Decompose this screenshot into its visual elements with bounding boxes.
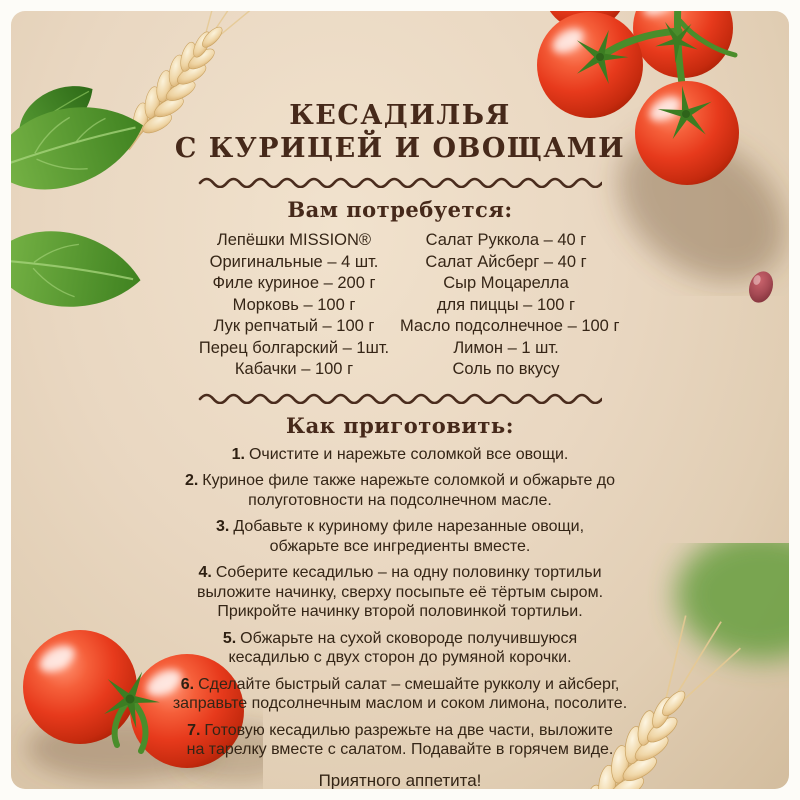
step-text: Сделайте быстрый салат – смешайте рукколу и айсберг, заправьте подсолнечным маслом и соком лимона, посолите. — [172, 675, 628, 712]
wavy-divider — [198, 392, 602, 404]
step-item — [174, 563, 626, 622]
ingredient-item: Перец болгарский – 1шт. — [198, 338, 390, 357]
ingredient-item: Кабачки – 100 г — [234, 360, 354, 378]
ingredients-heading: Вам потребуется: — [287, 197, 513, 222]
ingredient-item: Соль по вкусу — [452, 360, 560, 378]
ingredient-item: Салат Руккола – 40 г — [425, 231, 587, 249]
step-text: Готовую кесадилью разрежьте на две части, выложите на тарелку вместе с салатом. Подавайте в горячем виде. — [186, 721, 614, 758]
recipe-card — [11, 11, 789, 789]
ingredient-item: Лепёшки MISSION® Оригинальные – 4 шт. — [209, 231, 379, 271]
step-text: Обжарьте на сухой сковороде получившуюся кесадилью с двух сторон до румяной корочки. — [228, 629, 578, 666]
step-item — [185, 629, 615, 668]
ingredient-item: Лимон – 1 шт. — [453, 338, 559, 357]
step-number: 7. — [187, 721, 201, 739]
step-text: Соберите кесадилью – на одну половинку тортильи выложите начинку, сверху посыпьте её тёртым сыром. Прикройте начинку второй половинкой тортильи. — [196, 564, 604, 620]
steps-heading: Как приготовить: — [286, 412, 514, 438]
step-item — [174, 471, 626, 510]
step-item — [140, 445, 660, 465]
step-number: 6. — [180, 675, 195, 693]
step-number: 1. — [231, 445, 245, 463]
step-text: Очистите и нарежьте соломкой все овощи. — [248, 445, 569, 463]
ingredient-item: Сыр Моцарелла для пиццы – 100 г — [436, 274, 576, 314]
ingredient-item: Масло подсолнечное – 100 г — [400, 317, 620, 335]
step-number: 5. — [222, 629, 237, 647]
step-item — [195, 517, 605, 556]
ingredient-item: Салат Айсберг – 40 г — [425, 252, 587, 271]
ingredients-columns — [11, 230, 789, 381]
step-text: Добавьте к куриному филе нарезанные овощи, обжарьте все ингредиенты вместе. — [233, 518, 585, 555]
wavy-divider — [198, 176, 602, 188]
page-title — [11, 99, 789, 165]
recipe-content — [11, 11, 789, 789]
step-number: 3. — [215, 518, 230, 535]
step-number: 2. — [184, 472, 199, 489]
steps-list — [11, 445, 789, 760]
title-line-1: КЕСАДИЛЬЯ — [289, 100, 511, 131]
ingredients-left-column — [188, 230, 400, 381]
ingredient-item: Филе куриное – 200 г — [212, 274, 376, 292]
step-item — [169, 675, 631, 714]
step-text: Куриное филе также нарежьте соломкой и обжарьте до полуготовности на подсолнечном масле. — [202, 472, 616, 509]
ingredient-item: Морковь – 100 г — [232, 295, 356, 314]
title-line-2: С КУРИЦЕЙ И ОВОЩАМИ — [174, 133, 626, 164]
ingredients-right-column — [400, 230, 620, 381]
step-item — [180, 721, 620, 760]
bon-appetit-text: Приятного аппетита! — [318, 770, 482, 789]
step-number: 4. — [198, 564, 212, 581]
ingredient-item: Лук репчатый – 100 г — [213, 317, 375, 335]
